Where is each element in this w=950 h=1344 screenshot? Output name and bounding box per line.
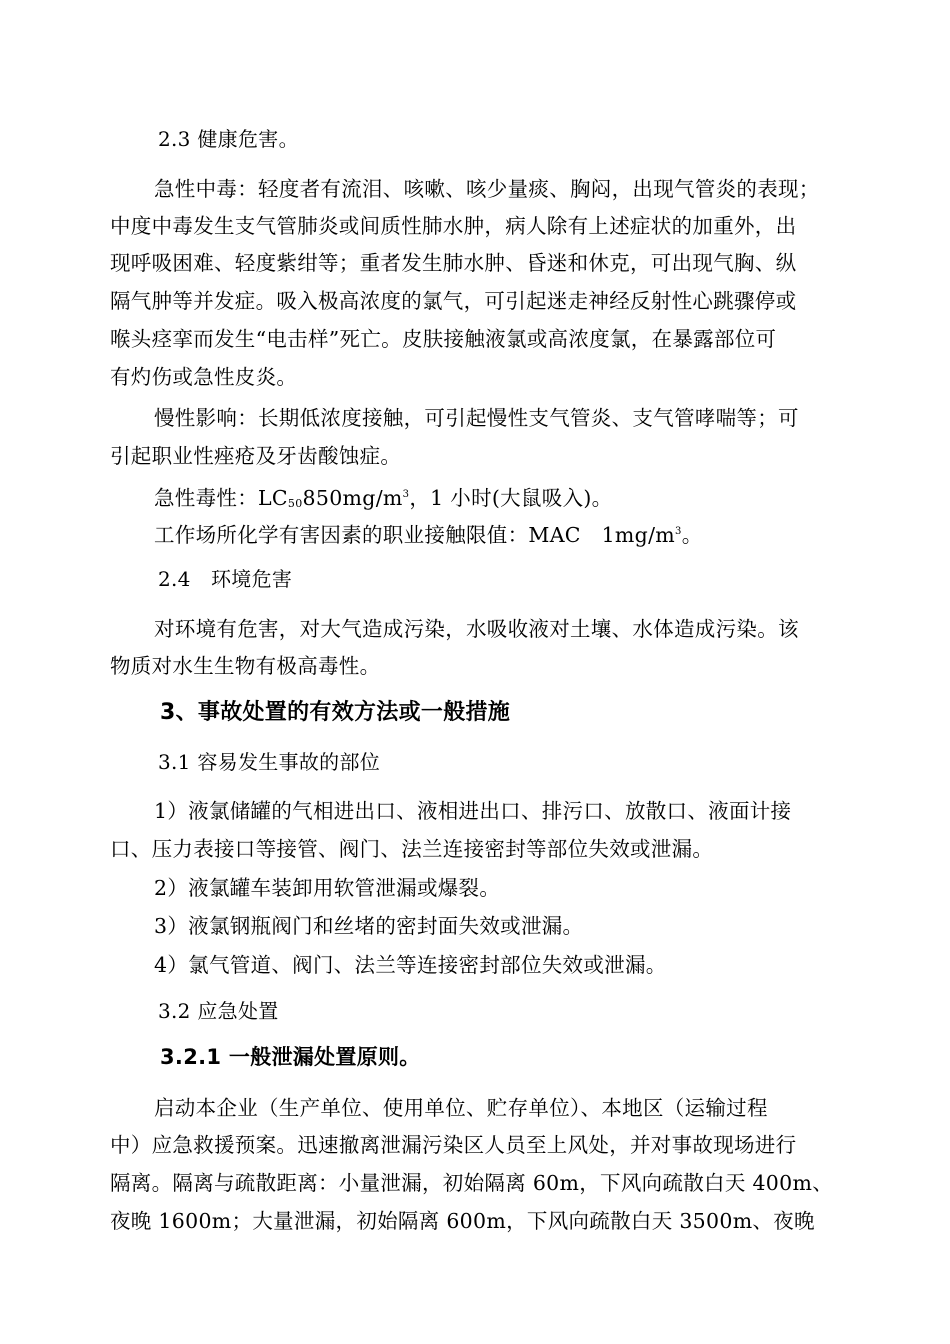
acute-toxicity-line: 急性毒性：$LC_{50}850mg/m^3$，1 小时(大鼠吸入)。 — [154, 486, 613, 510]
list-item: 2）液氯罐车装卸用软管泄漏或爆裂。 — [154, 876, 501, 900]
paragraph-line: 隔离。隔离与疏散距离：小量泄漏，初始隔离 60m，下风向疏散白天 400m、 — [110, 1171, 834, 1195]
list-item-continuation: 口、压力表接口等接管、阀门、法兰连接密封等部位失效或泄漏。 — [110, 837, 714, 861]
paragraph-line: 引起职业性痤疮及牙齿酸蚀症。 — [110, 444, 402, 468]
heading-3-2: 3.2 应急处置 — [158, 999, 279, 1023]
list-item: 1）液氯储罐的气相进出口、液相进出口、排污口、放散口、液面计接 — [154, 799, 792, 823]
paragraph-line: 喉头痉挛而发生“电击样”死亡。皮肤接触液氯或高浓度氯，在暴露部位可 — [110, 327, 777, 351]
paragraph-line: 中）应急救援预案。迅速撤离泄漏污染区人员至上风处，并对事故现场进行 — [110, 1133, 797, 1157]
paragraph-line: 中度中毒发生支气管肺炎或间质性肺水肿，病人除有上述症状的加重外，出 — [110, 214, 797, 238]
paragraph-line: 启动本企业（生产单位、使用单位、贮存单位）、本地区（运输过程 — [154, 1096, 768, 1120]
paragraph-line: 慢性影响：长期低浓度接触，可引起慢性支气管炎、支气管哮喘等；可 — [154, 406, 799, 430]
heading-3: 3、事故处置的有效方法或一般措施 — [160, 700, 511, 725]
exposure-limit-line: 工作场所化学有害因素的职业接触限值：MAC $1mg/m^3$。 — [154, 523, 703, 547]
paragraph-line: 有灼伤或急性皮炎。 — [110, 365, 298, 389]
paragraph-line: 物质对水生生物有极高毒性。 — [110, 654, 381, 678]
paragraph-line: 夜晚 1600m；大量泄漏，初始隔离 600m，下风向疏散白天 3500m、夜晚 — [110, 1209, 815, 1233]
paragraph-line: 急性中毒：轻度者有流泪、咳嗽、咳少量痰、胸闷，出现气管炎的表现； — [154, 177, 820, 201]
heading-3-1: 3.1 容易发生事故的部位 — [158, 750, 381, 774]
paragraph-line: 对环境有危害，对大气造成污染，水吸收液对土壤、水体造成污染。该 — [154, 617, 799, 641]
paragraph-line: 现呼吸困难、轻度紫绀等；重者发生肺水肿、昏迷和休克，可出现气胸、纵 — [110, 251, 797, 275]
list-item: 3）液氯钢瓶阀门和丝堵的密封面失效或泄漏。 — [154, 914, 584, 938]
list-item: 4）氯气管道、阀门、法兰等连接密封部位失效或泄漏。 — [154, 953, 667, 977]
paragraph-line: 隔气肿等并发症。吸入极高浓度的氯气，可引起迷走神经反射性心跳骤停或 — [110, 289, 797, 313]
heading-2-3: 2.3 健康危害。 — [158, 127, 299, 151]
heading-3-2-1: 3.2.1 一般泄漏处置原则。 — [160, 1045, 421, 1069]
heading-2-4: 2.4 环境危害 — [158, 567, 293, 591]
